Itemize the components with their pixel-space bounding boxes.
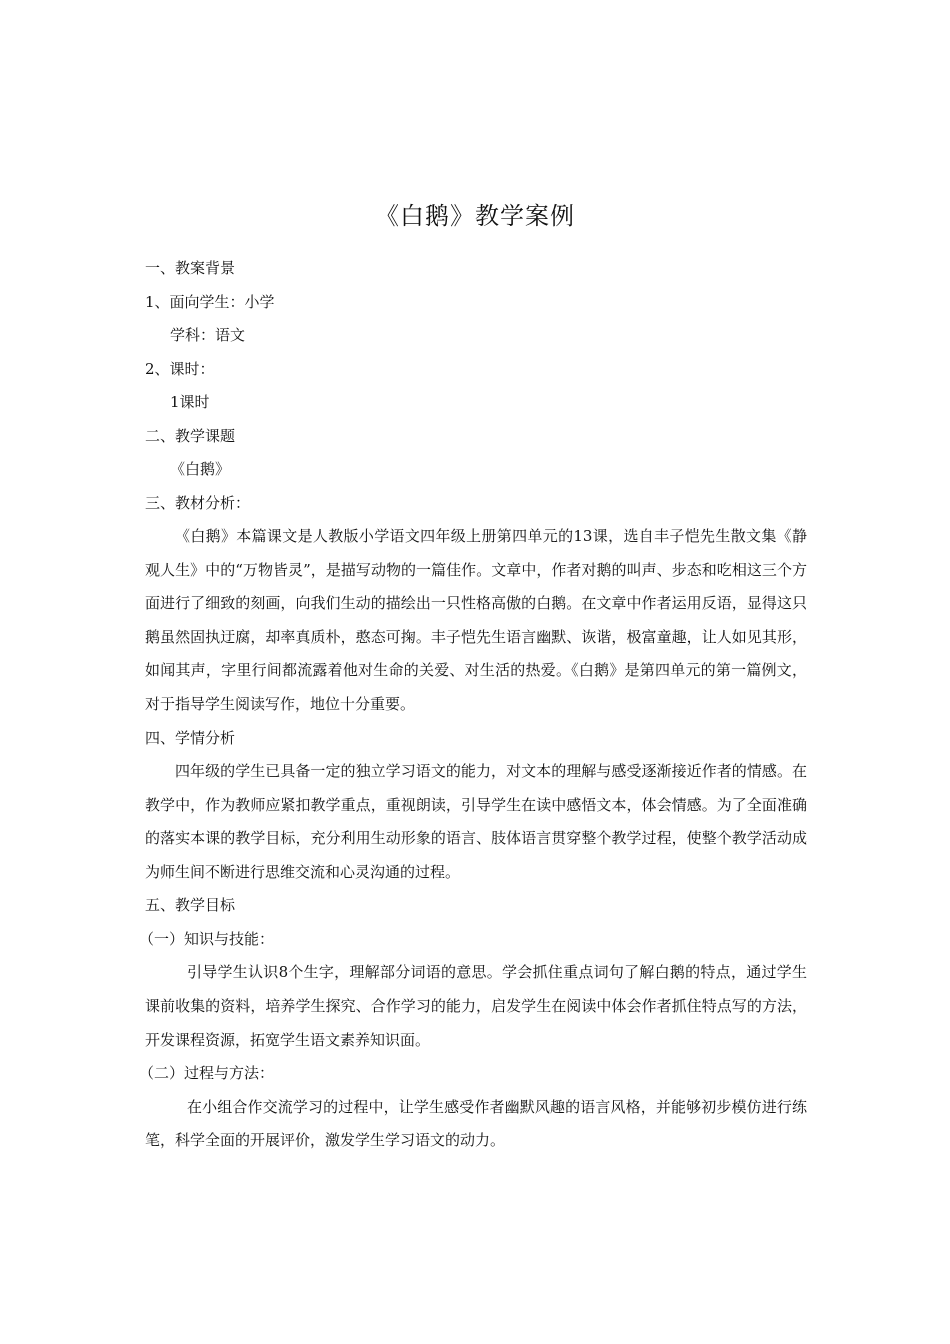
section-5-heading: 五、教学目标 <box>145 896 236 915</box>
objective-1-paragraph: 引导学生认识8个生字，理解部分词语的意思。学会抓住重点词句了解白鹅的特点，通过学生课前收集的资料，培养学生探究、合作学习的能力，启发学生在阅读中体会作者抓住特点写的方法，开发课程资源，拓宽学生语文素养知识面。 <box>145 963 807 1049</box>
target-students: 1、面向学生：小学 <box>145 292 275 311</box>
student-analysis-paragraph: 四年级的学生已具备一定的独立学习语文的能力，对文本的理解与感受逐渐接近作者的情感。在教学中，作为教师应紧扣教学重点，重视朗读，引导学生在读中感悟文本，体会情感。为了全面准确的落实本课的教学目标，充分利用生动形象的语言、肢体语言贯穿整个教学过程，使整个教学活动成为师生间不断进行思维交流和心灵沟通的过程。 <box>145 762 807 881</box>
section-3-heading: 三、教材分析： <box>145 493 251 512</box>
objective-1-heading: （一）知识与技能： <box>139 929 275 948</box>
document-body <box>139 252 807 1158</box>
lesson-topic: 《白鹅》 <box>170 460 231 478</box>
section-1-heading: 一、教案背景 <box>145 259 236 277</box>
objective-2-paragraph: 在小组合作交流学习的过程中，让学生感受作者幽默风趣的语言风格，并能够初步模仿进行练笔，科学全面的开展评价，激发学生学习语文的动力。 <box>145 1097 807 1150</box>
document-title: 《白鹅》教学案例 <box>375 202 575 230</box>
subject: 学科：语文 <box>170 326 246 344</box>
class-hours-label: 2、课时： <box>145 359 215 378</box>
section-4-heading: 四、学情分析 <box>145 728 236 747</box>
class-hours-value: 1课时 <box>170 393 210 411</box>
objective-2-heading: （二）过程与方法： <box>139 1064 275 1083</box>
material-analysis-paragraph: 《白鹅》本篇课文是人教版小学语文四年级上册第四单元的13课，选自丰子恺先生散文集《静观人生》中的“万物皆灵”，是描写动物的一篇佳作。文章中，作者对鹅的叫声、步态和吃相这三个方面进行了细致的刻画，向我们生动的描绘出一只性格高傲的白鹅。在文章中作者运用反语，显得这只鹅虽然固执迂腐，却率真质朴，憨态可掬。丰子恺先生语言幽默、诙谐，极富童趣，让人如见其形，如闻其声，字里行间都流露着他对生命的关爱、对生活的热爱。《白鹅》是第四单元的第一篇例文，对于指导学生阅读写作，地位十分重要。 <box>145 527 807 713</box>
section-2-heading: 二、教学课题 <box>145 426 236 445</box>
